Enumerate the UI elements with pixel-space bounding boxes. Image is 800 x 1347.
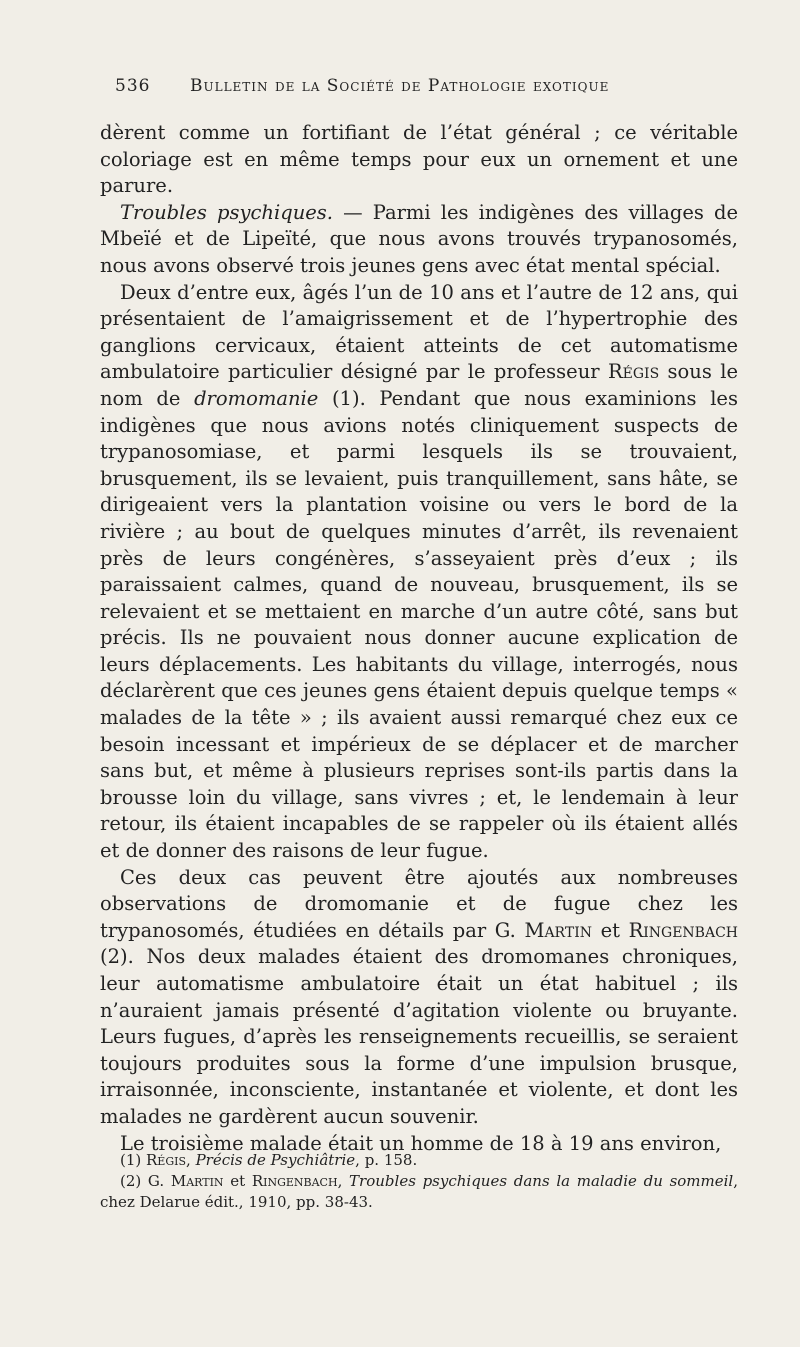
paragraph-4-text-a: Ces deux cas peuvent être ajoutés aux nombreuses observations de dromomanie et de fugue chez les trypanosomés, étudiées en détails par G.: [100, 865, 738, 942]
page-header: [115, 76, 655, 96]
running-title: Bulletin de la Société de Pathologie exotique: [190, 76, 610, 96]
footnote-2-author-1: Martin: [170, 1172, 224, 1190]
paragraph-3-text-c: (1). Pendant que nous examinions les indigènes que nous avions notés cliniquement suspects de trypanosomiase, et parmi lesquels ils se trouvaient, brusquement, ils se levaient, puis tranquillement, sans hâte, se dirigeaient vers la plantation voisine ou vers le bord de la rivière ; au bout de quelques minutes d’arrêt, ils revenaient près de leurs congénères, s’asseyaient près d’eux ; ils paraissaient calmes, quand de nouveau, brusquement, ils se relevaient et se mettaient en marche d’un autre côté, sans but précis. Ils ne pouvaient nous donner aucune explication de leurs déplacements. Les habitants du village, interrogés, nous déclarèrent que ces jeunes gens étaient depuis quelque temps « malades de la tête » ; ils avaient aussi remarqué chez eux ce besoin incessant et impérieux de se déplacer et de marcher sans but, et même à plusieurs reprises sont-ils partis dans la brousse loin du village, sans vivres ; et, le lendemain à leur retour, ils étaient incapables de se rappeler où ils étaient allés et de donner des raisons de leur fugue.: [100, 386, 738, 863]
author-regis: Régis: [607, 360, 660, 384]
footnote-2: [100, 1171, 738, 1213]
footnote-2-marker: (2) G.: [120, 1172, 171, 1190]
section-heading-troubles-psychiques: Troubles psychiques.: [120, 200, 334, 224]
footnotes: [100, 1150, 738, 1213]
footnote-1-sep: ,: [186, 1151, 196, 1169]
footnote-1-marker: (1): [120, 1151, 147, 1169]
paragraph-5-text: Le troisième malade était un homme de 18 à 19 ans environ,: [120, 1131, 722, 1155]
author-ringenbach: Ringenbach: [628, 918, 738, 942]
paragraph-3: [100, 280, 738, 865]
footnote-2-title: Troubles psychiques dans la maladie du sommeil: [349, 1172, 734, 1190]
footnote-1-title: Précis de Psychiâtrie: [195, 1151, 356, 1169]
paragraph-3-text-a: Deux d’entre eux, âgés l’un de 10 ans et l’autre de 12 ans, qui présentaient de l’amaigrissement et de l’hypertrophie des ganglions cervicaux, étaient atteints de cet automatisme ambulatoire particulier désigné par le professeur: [100, 280, 738, 384]
paragraph-4-text-b: et: [591, 918, 629, 942]
footnote-2-mid: et: [223, 1172, 252, 1190]
term-dromomanie: dromomanie: [194, 386, 319, 410]
paragraph-2-text: — Parmi les indigènes des villages de Mbeïé et de Lipeïté, que nous avons trouvés trypanosomés, nous avons observé trois jeunes gens avec état mental spécial.: [100, 200, 739, 277]
body-text: [100, 120, 738, 1157]
footnote-1-author: Régis: [146, 1151, 187, 1169]
page-number: 536: [115, 76, 151, 96]
paragraph-1: [100, 120, 738, 200]
paragraph-2: [100, 200, 738, 280]
paragraph-4-text-c: (2). Nos deux malades étaient des dromomanes chroniques, leur automatisme ambulatoire était un état habituel ; ils n’auraient jamais présenté d’agitation violente ou bruyante. Leurs fugues, d’après les renseignements recueillis, se seraient toujours produites sous la forme d’une impulsion brusque, irraisonnée, inconsciente, instantanée et violente, et dont les malades ne gardèrent aucun souvenir.: [100, 945, 738, 1128]
paragraph-4: [100, 865, 738, 1131]
footnote-2-rest: , chez Delarue édit., 1910, pp. 38-43.: [100, 1172, 738, 1211]
paragraph-1-text: dèrent comme un fortifiant de l’état général ; ce véritable coloriage est en même temps pour eux un ornement et une parure.: [100, 121, 738, 198]
footnote-2-author-2: Ringenbach: [251, 1172, 338, 1190]
author-martin: Martin: [524, 918, 592, 942]
footnote-1-rest: , p. 158.: [355, 1151, 418, 1169]
footnote-1: [100, 1150, 738, 1171]
paragraph-3-text-b: sous le nom de: [100, 360, 738, 410]
footnote-2-sep: ,: [337, 1172, 350, 1190]
